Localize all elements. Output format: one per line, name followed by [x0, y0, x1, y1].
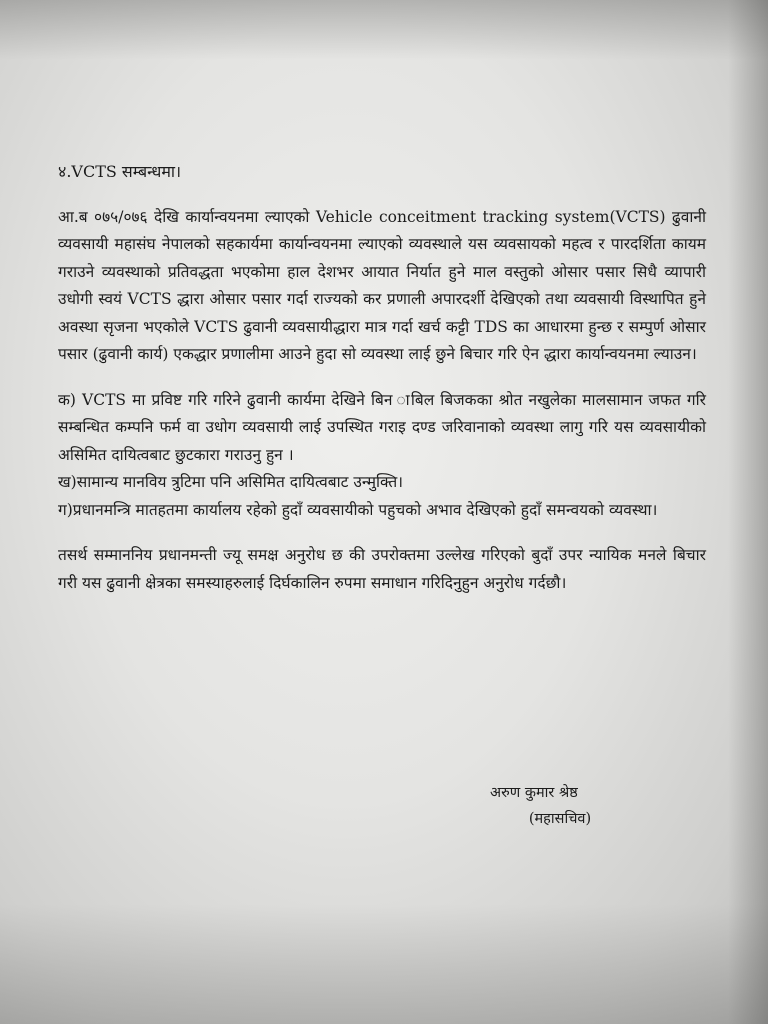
demand-list	[58, 387, 706, 525]
signatory-title: (महासचिव)	[528, 811, 592, 827]
page-shadow-right	[728, 0, 768, 1024]
signatory-name: अरुण कुमार श्रेष्ठ	[490, 785, 578, 801]
page-shadow-bottom	[0, 904, 768, 1024]
paragraph-request: तसर्थ सम्माननिय प्रधानमन्ती ज्यू समक्ष अनुरोध छ की उपरोक्तमा उल्लेख गरिएको बुदाँ उपर न्यायिक मनले बिचार गरी यस ढुवानी क्षेत्रका समस्याहरुलाई दिर्घकालिन रुपमा समाधान गरिदिनुहुन अनुरोध गर्दछौ।	[58, 546, 706, 592]
signature-block	[490, 780, 630, 832]
page-shadow-top	[0, 0, 768, 60]
demand-item-ka: क) VCTS मा प्रविष्ट गरि गरिने ढुवानी कार्यमा देखिने बिन ाबिल बिजकका श्रोत नखुलेका मालसामान जफत गरि सम्बन्धित कम्पनि फर्म वा उधोग व्यवसायी लाई उपस्थित गराइ दण्ड जरिवानाको व्यवस्था लागु गरि यस व्यवसायीको असिमित दायित्वबाट छुटकारा गराउनु हुन ।	[58, 390, 706, 464]
letter-body	[58, 158, 706, 615]
paragraph-vcts-background: आ.ब ०७५/०७६ देखि कार्यान्वयनमा ल्याएको Vehicle conceitment tracking system(VCTS) ढुवानी व्यवसायी महासंघ नेपालको सहकार्यमा कार्यान्वयनमा ल्याएको व्यवस्थाले यस व्यवसायको महत्व र पारदर्शिता कायम गराउने व्यवस्थाको प्रतिवद्धता भएकोमा हाल देशभर आयात निर्यात हुने माल वस्तुको ओसार पसार सिधै व्यापारी उधोगी स्वयं VCTS द्धारा ओसार पसार गर्दा राज्यको कर प्रणाली अपारदर्शी देखिएको तथा व्यवसायी विस्थापित हुने अवस्था सृजना भएकोले VCTS ढुवानी व्यवसायीद्धारा मात्र गर्दा खर्च कट्टी TDS का आधारमा हुन्छ र सम्पुर्ण ओसार पसार (ढुवानी कार्य) एकद्धार प्रणालीमा आउने हुदा सो व्यवस्था लाई छुने बिचार गरि ऐन द्धारा कार्यान्वयनमा ल्याउन।	[58, 207, 706, 363]
section-heading: ४.VCTS सम्बन्धमा।	[58, 162, 182, 181]
demand-item-ga: ग)प्रधानमन्त्रि मातहतमा कार्यालय रहेको हुदाँ व्यवसायीको पहुचको अभाव देखिएको हुदाँ समन्वयको व्यवस्था।	[58, 500, 658, 519]
demand-item-kha: ख)सामान्य मानविय त्रुटिमा पनि असिमित दायित्वबाट उन्मुक्ति।	[58, 473, 404, 491]
